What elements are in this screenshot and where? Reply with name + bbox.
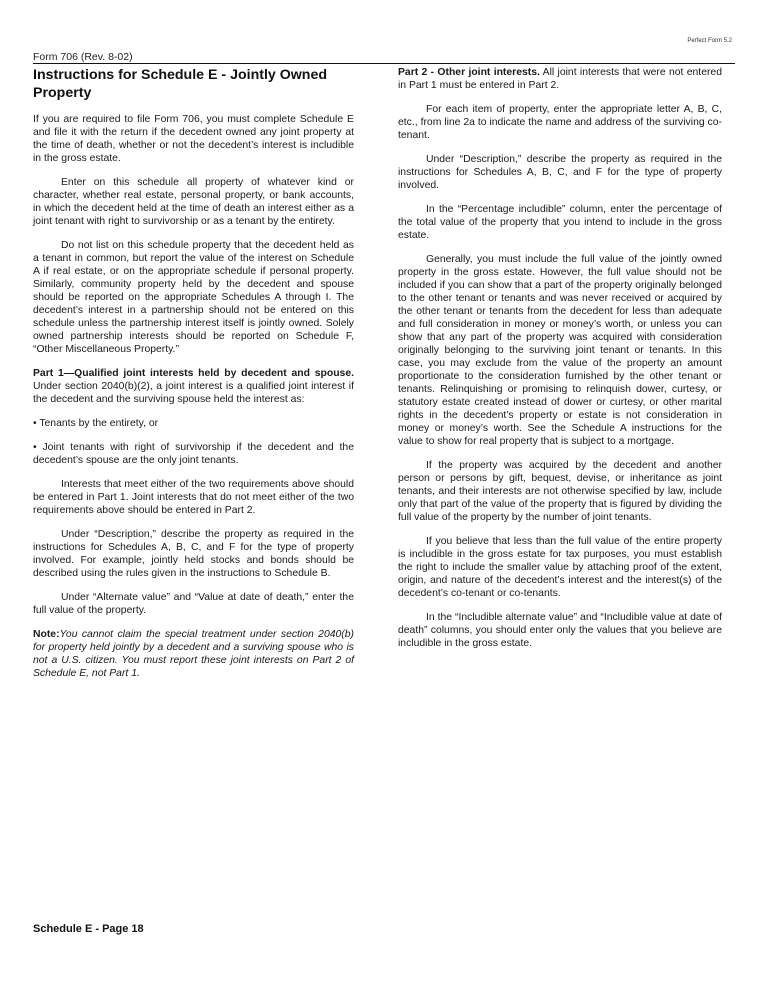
header-rule <box>33 63 735 64</box>
alternate-value-paragraph: Under “Alternate value” and “Value at date of death,” enter the full value of the property. <box>33 592 354 616</box>
co-tenant-letter-paragraph: For each item of property, enter the appropriate letter A, B, C, etc., from line 2a to indicate the name and address of the surviving co-tenant. <box>398 104 722 141</box>
page-title: Instructions for Schedule E - Jointly Owned Property <box>33 67 328 101</box>
part2-heading: Part 2 - Other joint interests. <box>398 67 540 78</box>
product-note: Perfect Form 5.2 <box>687 38 732 44</box>
bullet-tenants-entirety: • Tenants by the entirety, or <box>33 418 159 429</box>
percentage-includible-paragraph: In the “Percentage includible” column, enter the percentage of the total value of the property that you intend to include in the gross estate. <box>398 204 722 241</box>
note-label: Note: <box>33 629 60 640</box>
includible-values-paragraph: In the “Includible alternate value” and “Includible value at date of death” columns, you should enter only the values that you believe are includible in the gross estate. <box>398 612 722 649</box>
part2-paragraph <box>398 66 722 92</box>
intro-paragraph: If you are required to file Form 706, you must complete Schedule E and file it with the return if the decedent owned any joint property at the time of death, whether or not the decedent’s interest is includible in the gross estate. <box>33 114 354 164</box>
part1-paragraph <box>33 367 354 406</box>
full-value-paragraph: Generally, you must include the full value of the jointly owned property in the gross estate. However, the full value should not be included if you can show that a part of the property originally belonged to the other tenant or tenants and was never received or acquired by the other tenant or tenants from the decedent for less than adequate and full consideration in money or money’s worth, or unless you can show that any part of the property was acquired with consideration originally belonging to the surviving joint tenant or tenants. In this case, you may exclude from the value of the property an amount proportionate to the consideration furnished by the other tenant or tenants. Relinquishing or promising to relinquish dower, curtesy, or statutory estate created instead of dower or curtesy, or other marital rights in the decedent’s property or estate is not consideration in money or money’s worth. See the Schedule A instructions for the value to show for real property that is subject to a mortgage. <box>398 254 722 447</box>
page-footer: Schedule E - Page 18 <box>33 923 144 935</box>
smaller-value-paragraph: If you believe that less than the full value of the entire property is includible in the gross estate for tax purposes, you must establish the right to include the smaller value by attaching proof of the extent, origin, and nature of the decedent’s interest and the interest(s) of the decedent’s co-tenant or co-tenants. <box>398 536 722 599</box>
gift-bequest-paragraph: If the property was acquired by the decedent and another person or persons by gift, bequest, devise, or inheritance as joint tenants, and their interests are not otherwise specified by law, include only that part of the value of the property that is figured by dividing the full value of the property by the number of joint tenants. <box>398 460 722 523</box>
note-text: You cannot claim the special treatment under section 2040(b) for property held jointly by a decedent and a surviving spouse who is not a U.S. citizen. You must report these joint interests on Part 2 of Schedule E, not Part 1. <box>33 629 354 679</box>
requirements-paragraph: Interests that meet either of the two requirements above should be entered in Part 1. Joint interests that do not meet either of the two requirements above should be entered in Part 2. <box>33 479 354 516</box>
form-id: Form 706 (Rev. 8-02) <box>33 51 133 63</box>
part1-heading: Part 1—Qualified joint interests held by decedent and spouse. <box>33 368 354 379</box>
part2-description-paragraph: Under “Description,” describe the property as required in the instructions for Schedules A, B, C, and F for the type of property involved. <box>398 154 722 191</box>
description-paragraph: Under “Description,” describe the property as required in the instructions for Schedules A, B, C, and F for the type of property involved. For example, jointly held stocks and bonds should be described using the rules given in the instructions to Schedule B. <box>33 529 354 579</box>
bullet-joint-tenants: • Joint tenants with right of survivorship if the decedent and the decedent’s spouse are the only joint tenants. <box>33 442 354 466</box>
right-column <box>398 66 722 661</box>
left-column <box>33 66 354 691</box>
enter-property-paragraph: Enter on this schedule all property of whatever kind or character, whether real estate, personal property, or bank accounts, in which the decedent held at the time of death an interest either as a joint tenant with right to survivorship or as a tenant by the entirety. <box>33 177 354 227</box>
part2-text: All joint interests that were not entered in Part 1 must be entered in Part 2. <box>398 67 722 91</box>
do-not-list-paragraph: Do not list on this schedule property that the decedent held as a tenant in common, but report the value of the interest on Schedule A if real estate, or on the appropriate schedule if personal property. Similarly, community property held by the decedent and spouse should be reported on the appropriate Schedules A through I. The decedent’s interest in a partnership should not be entered on this schedule unless the partnership interest itself is jointly owned. Solely owned partnership interests should be reported on Schedule F, “Other Miscellaneous Property.” <box>33 240 354 355</box>
note-paragraph <box>33 628 354 680</box>
part1-text: Under section 2040(b)(2), a joint interest is a qualified joint interest if the decedent and the surviving spouse held the interest as: <box>33 381 354 405</box>
